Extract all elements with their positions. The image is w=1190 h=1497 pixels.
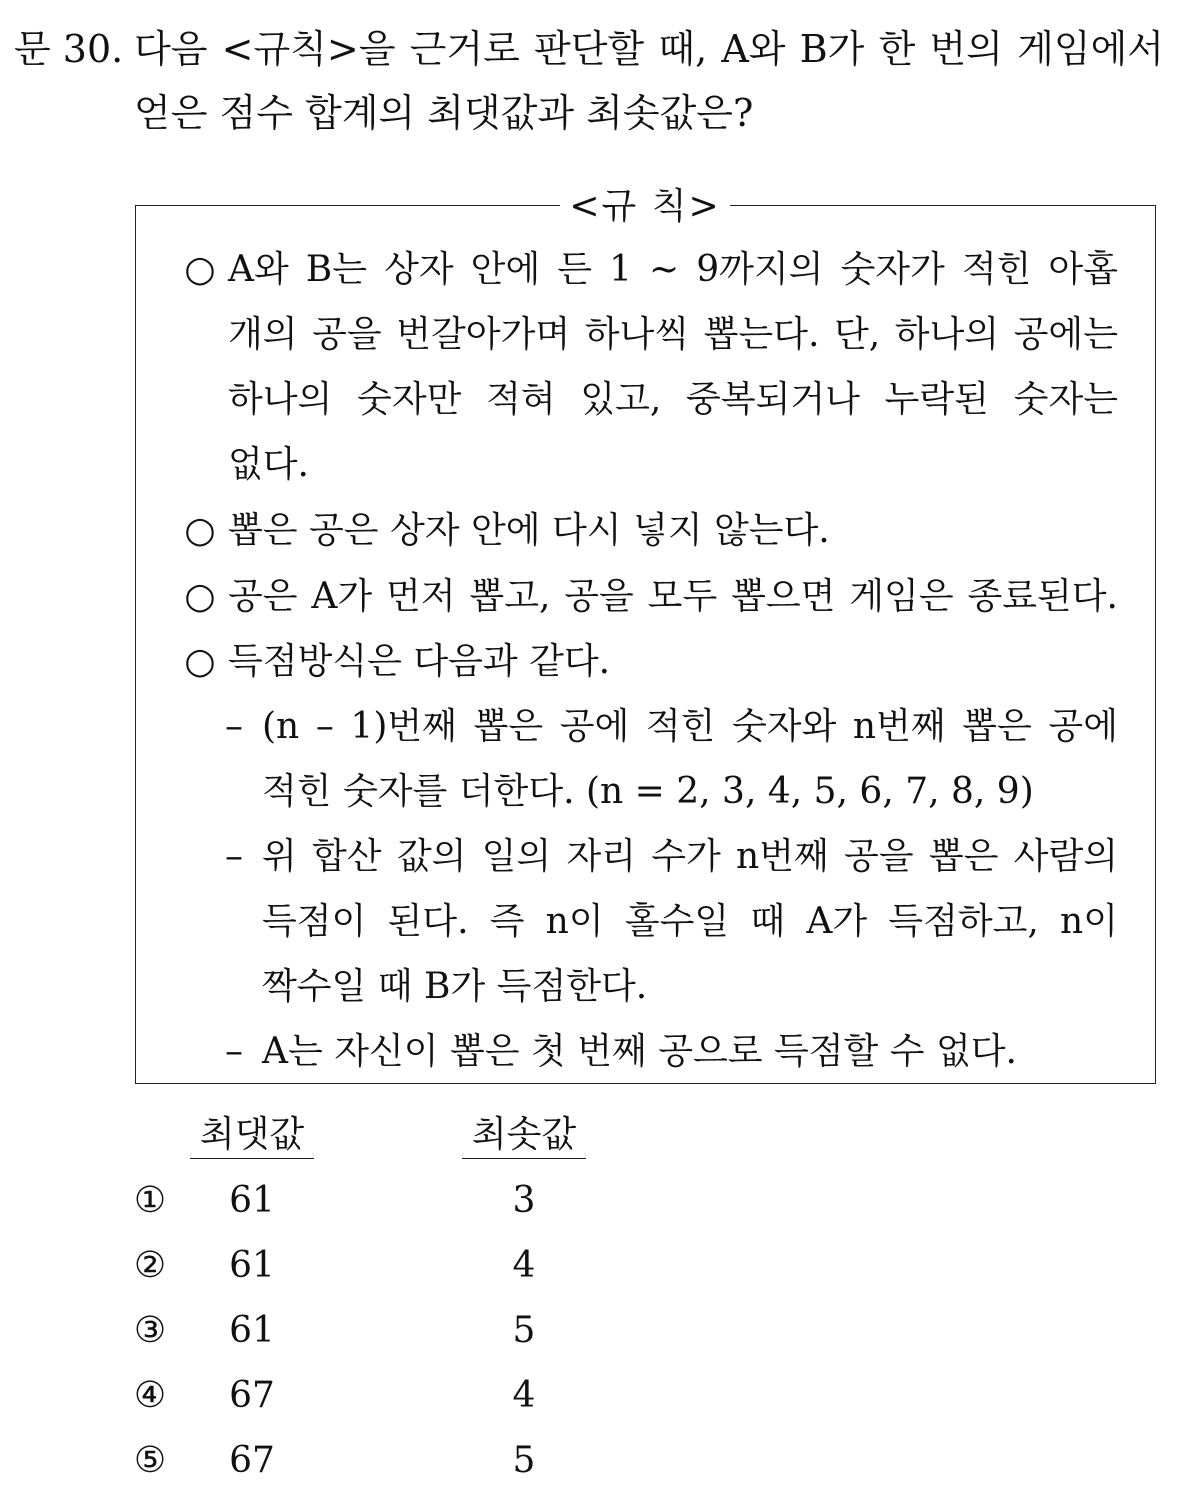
option-5-mark[interactable]: ⑤ bbox=[133, 1440, 167, 1481]
rule-sub-2-line-1: 위 합산 값의 일의 자리 수가 n번째 공을 뽑은 사람의 bbox=[262, 836, 1118, 877]
rule-sub-2-line-3: 짝수일 때 B가 득점한다. bbox=[262, 966, 648, 1007]
question-text-line-1: 다음 <규칙>을 근거로 판단할 때, A와 B가 한 번의 게임에서 bbox=[134, 27, 1164, 71]
rule-item-1-line-2: 개의 공을 번갈아가며 하나씩 뽑는다. 단, 하나의 공에는 bbox=[228, 314, 1118, 355]
question-number: 문 30. bbox=[14, 27, 124, 71]
dash-icon: – bbox=[225, 1031, 243, 1072]
rule-sub-1-line-2: 적힌 숫자를 더한다. (n = 2, 3, 4, 5, 6, 7, 8, 9) bbox=[262, 771, 1034, 812]
option-1-mark[interactable]: ① bbox=[133, 1180, 167, 1221]
rule-item-1-line-4: 없다. bbox=[228, 444, 309, 485]
bullet-icon: ○ bbox=[184, 641, 216, 682]
rule-sub-1-line-1: (n – 1)번째 뽑은 공에 적힌 숫자와 n번째 뽑은 공에 bbox=[262, 706, 1118, 747]
rule-item-4: 득점방식은 다음과 같다. bbox=[228, 641, 611, 682]
option-3-min: 5 bbox=[512, 1310, 536, 1351]
option-2-mark[interactable]: ② bbox=[133, 1245, 167, 1286]
option-4-max: 67 bbox=[229, 1375, 275, 1416]
rule-item-1-line-3: 하나의 숫자만 적혀 있고, 중복되거나 누락된 숫자는 bbox=[228, 379, 1118, 420]
rule-item-3: 공은 A가 먼저 뽑고, 공을 모두 뽑으면 게임은 종료된다. bbox=[228, 576, 1118, 617]
option-5-min: 5 bbox=[512, 1440, 536, 1481]
rule-item-2: 뽑은 공은 상자 안에 다시 넣지 않는다. bbox=[228, 510, 830, 551]
option-header-min: 최솟값 bbox=[462, 1112, 586, 1159]
rule-item-1-line-1: A와 B는 상자 안에 든 1 ~ 9까지의 숫자가 적힌 아홉 bbox=[228, 249, 1118, 290]
option-header-max: 최댓값 bbox=[190, 1112, 314, 1159]
option-4-min: 4 bbox=[512, 1375, 536, 1416]
option-4-mark[interactable]: ④ bbox=[133, 1375, 167, 1416]
option-1-max: 61 bbox=[229, 1180, 275, 1221]
rule-sub-2-line-2: 득점이 된다. 즉 n이 홀수일 때 A가 득점하고, n이 bbox=[262, 901, 1118, 942]
option-2-max: 61 bbox=[229, 1245, 275, 1286]
bullet-icon: ○ bbox=[184, 576, 216, 617]
rules-title: <규 칙> bbox=[560, 182, 730, 232]
option-3-mark[interactable]: ③ bbox=[133, 1310, 167, 1351]
bullet-icon: ○ bbox=[184, 510, 216, 551]
option-1-min: 3 bbox=[512, 1180, 536, 1221]
rule-sub-3: A는 자신이 뽑은 첫 번째 공으로 득점할 수 없다. bbox=[262, 1031, 1017, 1072]
option-5-max: 67 bbox=[229, 1440, 275, 1481]
option-2-min: 4 bbox=[512, 1245, 536, 1286]
dash-icon: – bbox=[225, 706, 243, 747]
bullet-icon: ○ bbox=[184, 249, 216, 290]
option-3-max: 61 bbox=[229, 1310, 275, 1351]
dash-icon: – bbox=[225, 836, 243, 877]
question-text-line-2: 얻은 점수 합계의 최댓값과 최솟값은? bbox=[134, 91, 754, 135]
